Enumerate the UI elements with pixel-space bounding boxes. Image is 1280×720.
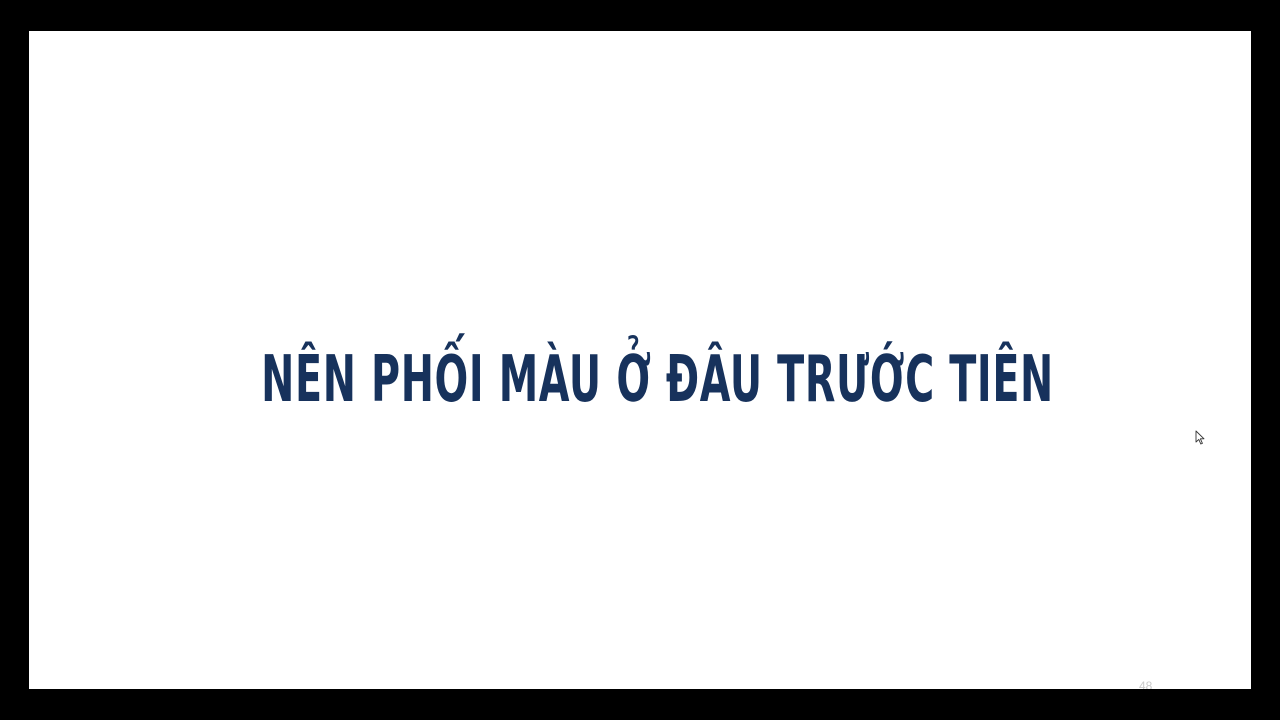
mouse-pointer-icon <box>1195 430 1207 446</box>
slide-title: NÊN PHỐI MÀU Ở ĐÂU TRƯỚC TIÊN <box>261 343 1054 417</box>
slide-number: 48 <box>1139 679 1153 689</box>
slide[interactable] <box>29 31 1251 689</box>
